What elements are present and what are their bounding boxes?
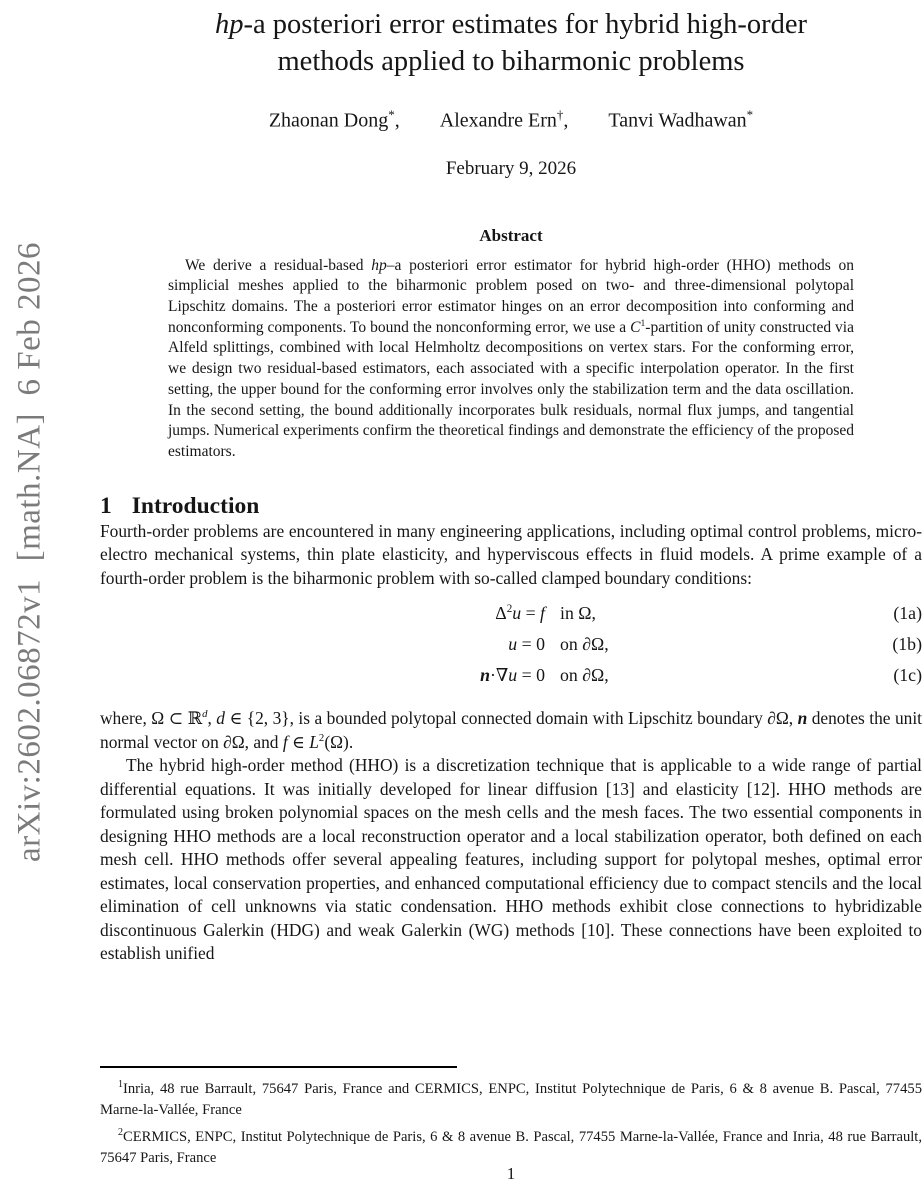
equation-row-1a xyxy=(100,603,922,634)
footnote-1: $^1$Inria, 48 rue Barrault, 75647 Paris, France and CERMICS, ENPC, Institut Polytechnique de Paris, 6 & 8 avenue B. Pascal, 77455 Marne-la-Vallée, France xyxy=(100,1079,922,1119)
equation-label-1c: (1c) xyxy=(893,665,922,686)
intro-paragraph-2: where, Ω ⊂ ℝ$^d$, d ∈ {2, 3}, is a bounded polytopal connected domain with Lipschitz boundary ∂Ω, n denotes the unit normal vector on ∂Ω, and f ∈ $L^2(\Omega)$. xyxy=(100,708,922,752)
author-name: Zhaonan Dong xyxy=(268,109,389,132)
abstract-heading: Abstract xyxy=(479,225,543,245)
intro-paragraph-3: The hybrid high-order method (HHO) is a discretization technique that is applicable to a wide range of partial differential equations. It was initially developed for linear diffusion [13] and elasticity [12]. HHO methods are formulated using broken polynomial spaces on the mesh cells and the mesh faces. The two essential components in designing HHO methods are a local reconstruction operator and a local stabilization operator, both defined on each mesh cell. HHO methods offer several appealing features, including support for polytopal meshes, optimal error estimates, local conservation properties, and enhanced computational efficiency due to compact stencils and the local elimination of cell unknowns via static condensation. HHO methods exhibit close connections to hybridizable discontinuous Galerkin (HDG) and weak Galerkin (WG) methods [10]. These connections have been exploited to establish unified xyxy=(100,755,922,964)
section-title: Introduction xyxy=(131,492,260,519)
abstract xyxy=(168,226,854,463)
equation-1c: n·∇u = 0 xyxy=(480,665,545,686)
footnote-area xyxy=(100,1066,922,1170)
paper-title-line2: methods applied to biharmonic problems xyxy=(277,46,745,77)
author-name: Tanvi Wadhawan xyxy=(608,109,747,132)
footnote-1-mark: 1 xyxy=(118,1079,123,1090)
paper-page xyxy=(100,0,922,1200)
footnote-rule xyxy=(100,1066,457,1068)
equation-label-1b: (1b) xyxy=(892,634,922,655)
equation-1b-condition: on ∂Ω, xyxy=(560,634,609,655)
equation-1c-condition: on ∂Ω, xyxy=(560,665,609,686)
section-1-heading xyxy=(100,493,922,520)
page-number: 1 xyxy=(506,1164,516,1183)
abstract-text: We derive a residual-based hp–a posteriori error estimator for hybrid high-order (HHO) methods on simplicial meshes applied to the biharmonic problem posed on two- and three-dimensional polytopal Lipschitz domains. The a posteriori error estimator hinges on an error decomposition into conforming and nonconforming components. To bound the nonconforming error, we use a $C^1$-partition of unity constructed via Alfeld splittings, combined with local Helmholtz decompositions on vertex stars. For the conforming error, we design two residual-based estimators, each associated with a specific interpolation operator. In the first setting, the upper bound for the conforming error involves only the stabilization term and the data oscillation. In the second setting, the bound additionally incorporates bulk residuals, normal flux jumps, and tangential jumps. Numerical experiments confirm the theoretical findings and demonstrate the efficiency of the proposed estimators. xyxy=(168,256,854,460)
footnote-2-mark: 2 xyxy=(118,1126,123,1138)
author-footnote-mark: † xyxy=(556,107,564,122)
paper-date: February 9, 2026 xyxy=(445,157,577,179)
equation-row-1b xyxy=(100,634,922,665)
equation-1a: $\Delta^2u = f$ xyxy=(495,603,545,624)
author: Zhaonan Dong*, xyxy=(268,107,400,132)
equation-row-1c xyxy=(100,665,922,696)
paper-title xyxy=(100,6,922,80)
equation-1a-condition: in Ω, xyxy=(560,603,596,624)
paper-title-line1: hp-a posteriori error estimates for hybrid high-order xyxy=(215,9,807,40)
equation-block-1 xyxy=(100,603,922,696)
author-name: Alexandre Ern xyxy=(439,109,557,132)
author xyxy=(608,107,753,133)
equation-label-1a: (1a) xyxy=(893,603,922,624)
intro-paragraph-1: Fourth-order problems are encountered in many engineering applications, including optimal control problems, micro-electro mechanical systems, thin plate elasticity, and hyperviscous effects in fluid models. A prime example of a fourth-order problem is the biharmonic problem with so-called clamped boundary conditions: xyxy=(100,520,922,588)
equation-1b: u = 0 xyxy=(508,634,545,655)
footnote-2: $^2$CERMICS, ENPC, Institut Polytechnique de Paris, 6 & 8 avenue B. Pascal, 77455 Marne-la-Vallée, France and Inria, 48 rue Barrault, 75647 Paris, France xyxy=(100,1126,922,1167)
author-footnote-mark: * xyxy=(746,107,754,122)
arxiv-watermark: arXiv:2602.06872v1 [math.NA] 6 Feb 2026 xyxy=(11,242,48,862)
section-number: 1 xyxy=(100,492,112,519)
author-list xyxy=(100,107,922,133)
author: Alexandre Ern†, xyxy=(439,107,569,132)
author-footnote-mark: * xyxy=(388,107,395,122)
